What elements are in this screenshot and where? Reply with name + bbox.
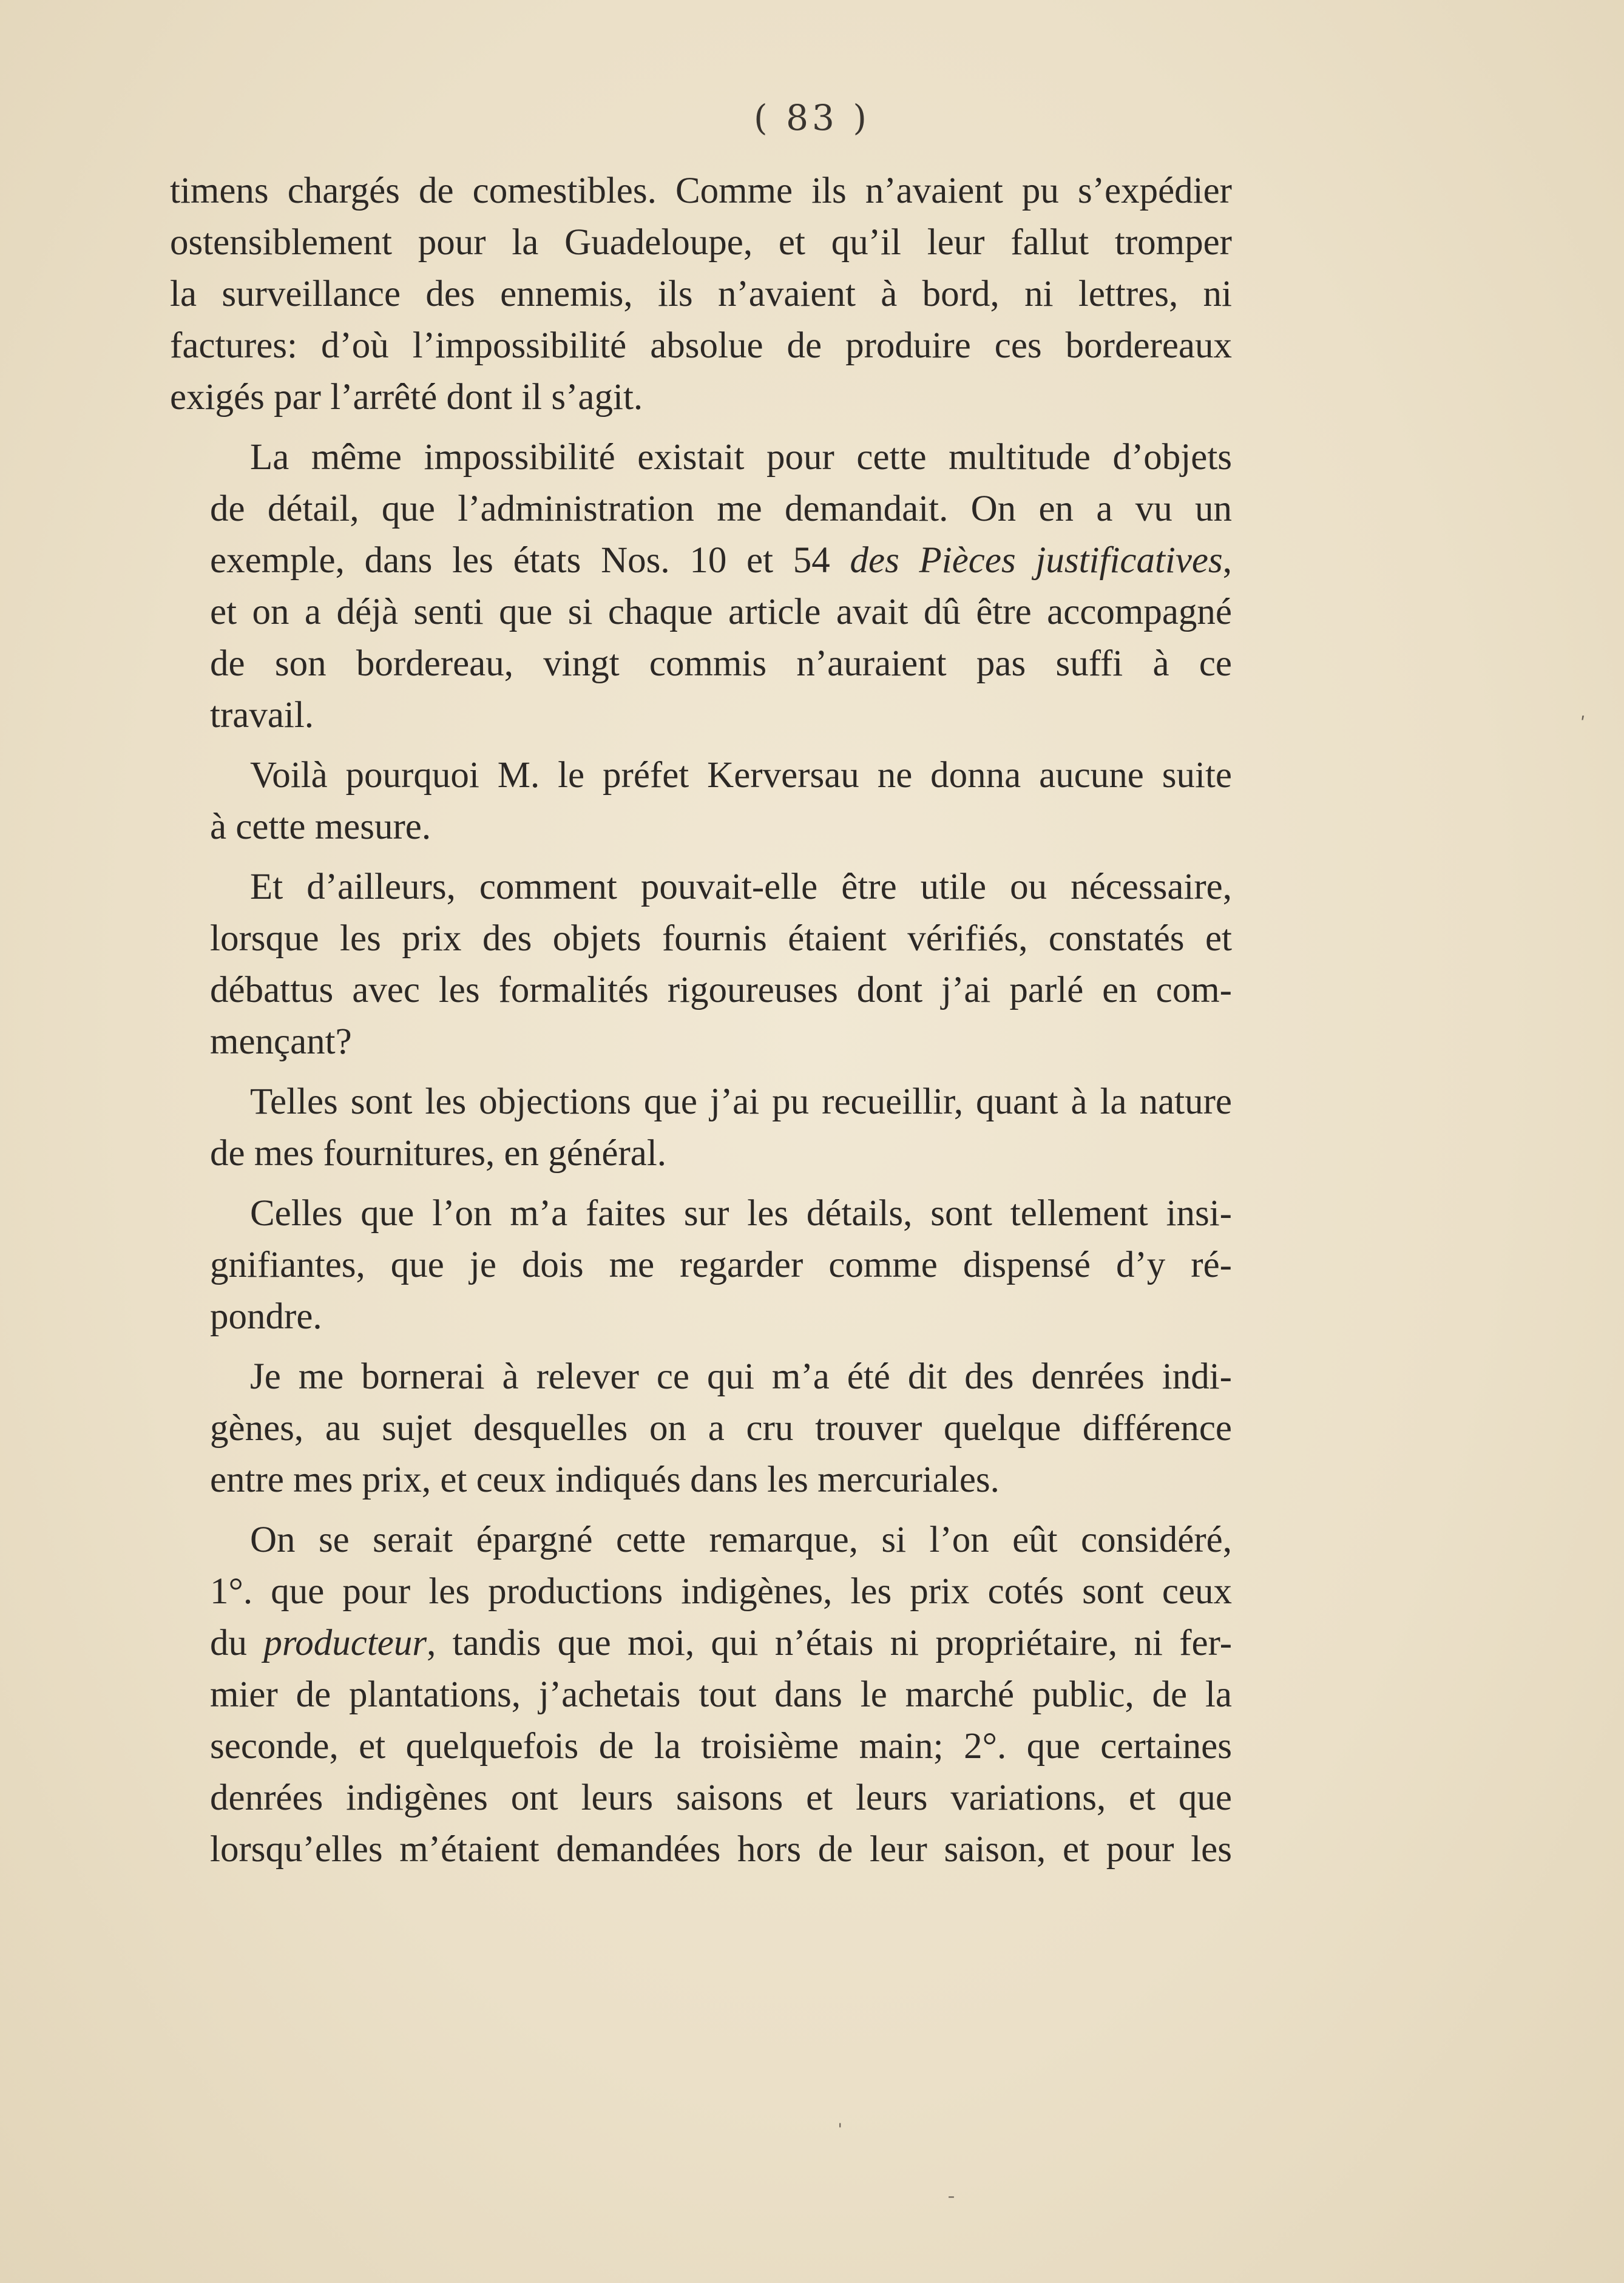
text-line: Telles sont les objections que j’ai pu recueillir, quant à la nature — [250, 1081, 1232, 1122]
text-line: pondre. — [210, 1296, 322, 1337]
text-line: timens chargés de comestibles. Comme ils n’avaient pu s’expédier — [170, 171, 1232, 211]
text-line-with-italic — [170, 1617, 1232, 1669]
text-line: On se serait épargné cette remarque, si l’on eût considéré, — [250, 1520, 1232, 1560]
text-line: ostensiblement pour la Guadeloupe, et qu’il leur fallut tromper — [170, 222, 1232, 263]
paragraph-6 — [170, 1351, 1232, 1506]
text-line: débattus avec les formalités rigoureuses dont j’ai parlé en com- — [210, 970, 1232, 1010]
text-line: lorsque les prix des objets fournis étaient vérifiés, constatés et — [210, 918, 1232, 959]
margin-speck: ˌ — [837, 2109, 843, 2130]
page-body-text — [170, 165, 1232, 1884]
text-line-with-italic — [170, 535, 1232, 586]
text-line: 1°. que pour les productions indigènes, les prix cotés sont ceux — [210, 1571, 1232, 1612]
text-line: exigés par l’arrêté dont il s’agit. — [170, 377, 643, 418]
text-line: de détail, que l’administration me demandait. On en a vu un — [210, 489, 1232, 529]
text-line: travail. — [210, 695, 314, 736]
paragraph-7 — [170, 1514, 1232, 1875]
margin-speck: ˍ — [947, 2179, 956, 2200]
text-line: seconde, et quelquefois de la troisième main; 2°. que certaines — [210, 1726, 1232, 1767]
italic-text: des Pièces justificatives — [850, 540, 1223, 581]
text-line: la surveillance des ennemis, ils n’avaient à bord, ni lettres, ni — [170, 274, 1232, 314]
text-line: lorsqu’elles m’étaient demandées hors de leur saison, et pour les — [210, 1829, 1232, 1870]
paragraph-3 — [170, 861, 1232, 1067]
text-line: mier de plantations, j’achetais tout dans le marché public, de la — [210, 1674, 1232, 1715]
text-segment: , tandis que moi, qui n’étais ni propriétaire, ni fer- — [427, 1623, 1233, 1663]
italic-text: producteur — [263, 1623, 427, 1663]
margin-speck: ʹ — [1580, 714, 1586, 735]
text-line: entre mes prix, et ceux indiqués dans les mercuriales. — [210, 1459, 1000, 1500]
text-line: et on a déjà senti que si chaque article avait dû être accompagné — [210, 592, 1232, 632]
text-line: La même impossibilité existait pour cette multitude d’objets — [250, 437, 1232, 478]
text-line: Je me bornerai à relever ce qui m’a été dit des denrées indi- — [250, 1356, 1232, 1397]
text-line: Celles que l’on m’a faites sur les détails, sont tellement insi- — [250, 1193, 1232, 1234]
text-line: mençant? — [210, 1021, 352, 1062]
paragraph-1 — [170, 431, 1232, 741]
text-segment: exemple, dans les états Nos. 10 et 54 — [210, 540, 850, 581]
text-line: factures: d’où l’impossibilité absolue de produire ces bordereaux — [170, 325, 1232, 366]
text-line: à cette mesure. — [210, 807, 431, 847]
text-line: gnifiantes, que je dois me regarder comme dispensé d’y ré- — [210, 1245, 1232, 1285]
text-line: gènes, au sujet desquelles on a cru trouver quelque différence — [210, 1408, 1232, 1449]
text-line: de son bordereau, vingt commis n’auraient pas suffi à ce — [210, 643, 1232, 684]
paragraph-2 — [170, 749, 1232, 853]
text-line: Voilà pourquoi M. le préfet Kerversau ne donna aucune suite — [250, 755, 1232, 796]
text-segment: , — [1222, 540, 1232, 581]
paragraph-0 — [170, 165, 1232, 423]
text-segment: du — [210, 1623, 264, 1663]
text-line: Et d’ailleurs, comment pouvait-elle être utile ou nécessaire, — [250, 867, 1232, 907]
page-number: ( 83 ) — [754, 97, 870, 138]
paragraph-5 — [170, 1188, 1232, 1342]
text-line: de mes fournitures, en général. — [210, 1133, 667, 1174]
paragraph-4 — [170, 1076, 1232, 1179]
text-line: denrées indigènes ont leurs saisons et leurs variations, et que — [210, 1777, 1232, 1818]
